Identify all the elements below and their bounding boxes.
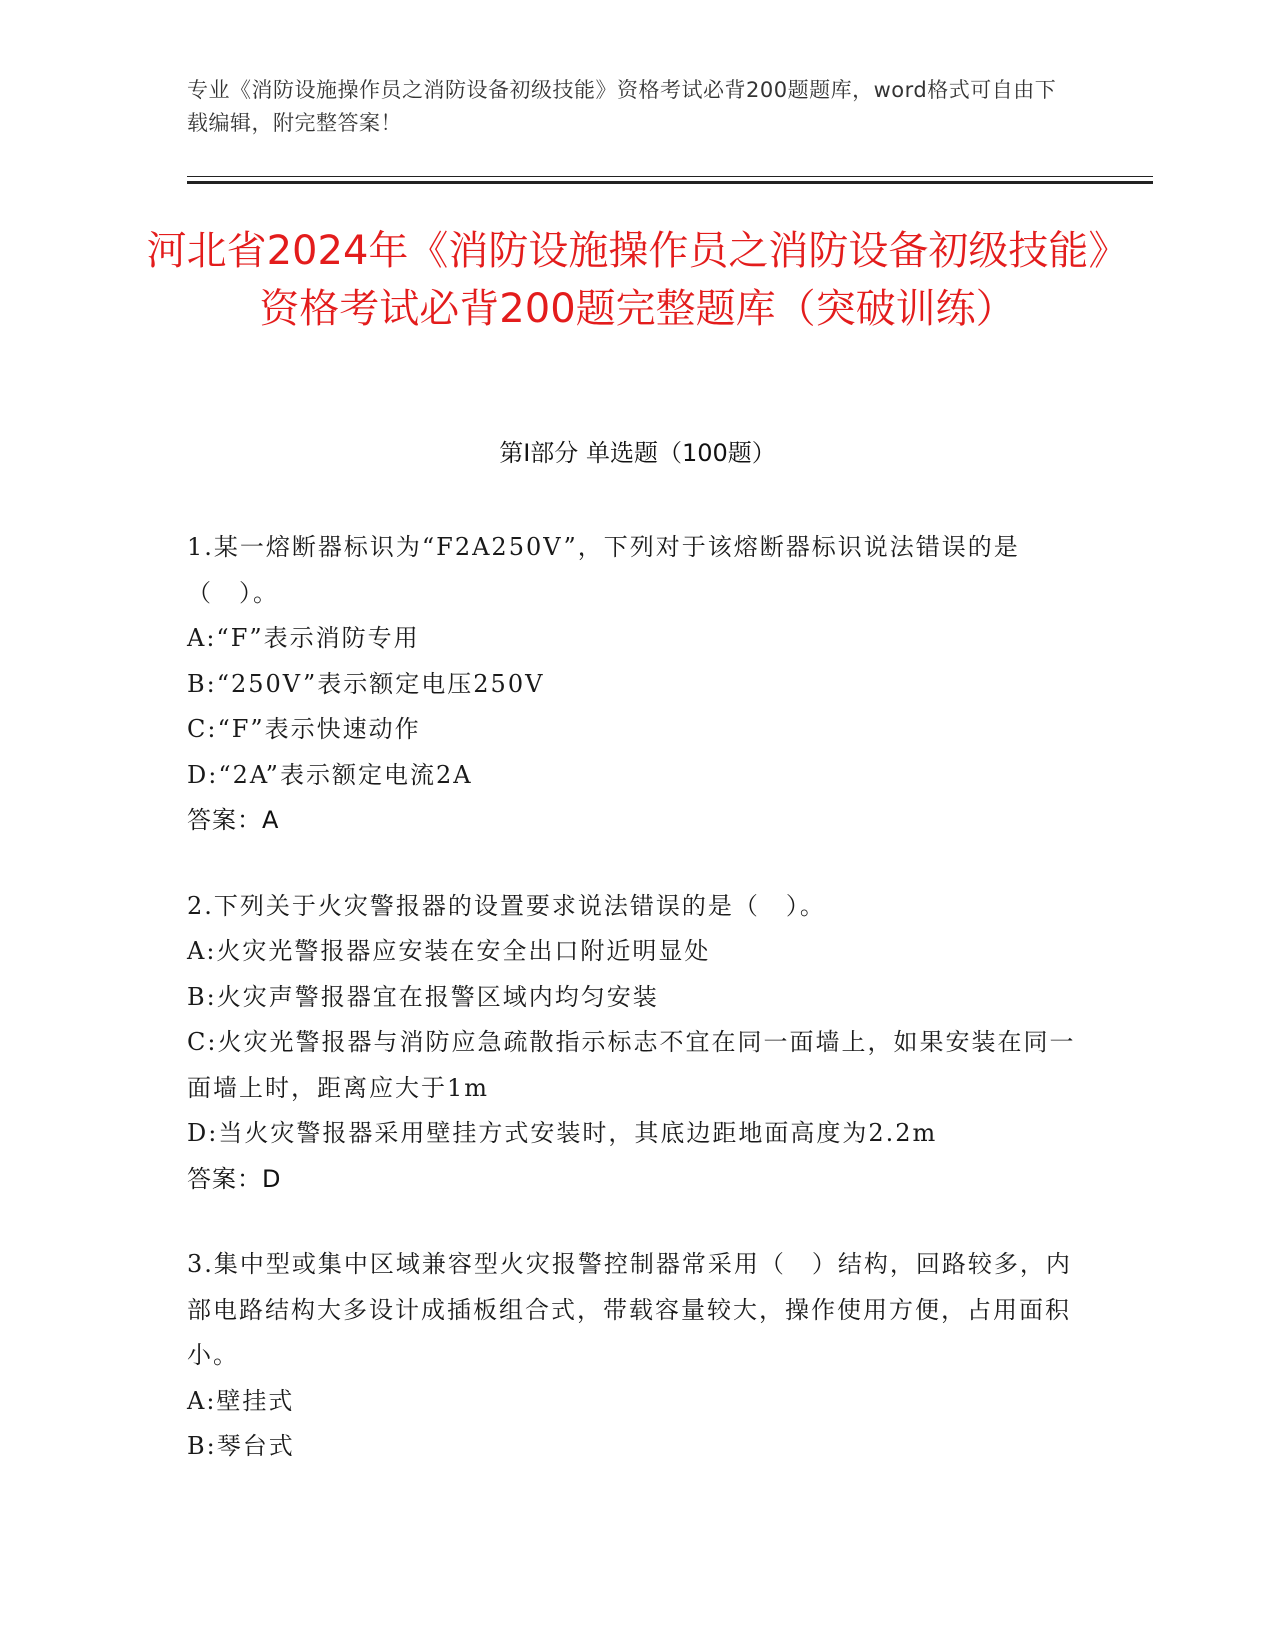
option-d: D:当火灾警报器采用壁挂方式安装时，其底边距地面高度为2.2m <box>187 1119 938 1147</box>
option-a: A:壁挂式 <box>187 1386 295 1415</box>
header-note: 专业《消防设施操作员之消防设备初级技能》资格考试必背200题题库，word格式可自由下载编辑，附完整答案！ <box>187 78 1057 135</box>
question-stem: 2.下列关于火灾警报器的设置要求说法错误的是（ ）。 <box>187 891 826 920</box>
option-b: B:琴台式 <box>187 1432 295 1460</box>
option-c: C:“F”表示快速动作 <box>187 715 421 743</box>
option-a: A:火灾光警报器应安装在安全出口附近明显处 <box>187 937 711 965</box>
header-divider-thick <box>187 181 1153 184</box>
option-d: D:“2A”表示额定电流2A <box>187 760 473 789</box>
question-2 <box>187 884 1077 1203</box>
section-title: 第Ⅰ部分 单选题（100题） <box>499 439 776 467</box>
option-c: C:火灾光警报器与消防应急疏散指示标志不宜在同一面墙上，如果安装在同一面墙上时，距离应大于1m <box>187 1028 1076 1102</box>
question-3 <box>187 1242 1077 1470</box>
answer-line: 答案：D <box>187 1164 282 1193</box>
question-1 <box>187 525 1077 844</box>
answer-line: 答案：A <box>187 806 280 834</box>
document-title: 河北省2024年《消防设施操作员之消防设备初级技能》资格考试必背200题完整题库（突破训练） <box>146 228 1129 332</box>
option-a: A:“F”表示消防专用 <box>187 624 420 652</box>
question-stem: 3.集中型或集中区域兼容型火灾报警控制器常采用（ ）结构，回路较多，内部电路结构大多设计成插板组合式，带载容量较大，操作使用方便，占用面积小。 <box>187 1250 1072 1369</box>
option-b: B:“250V”表示额定电压250V <box>187 669 545 698</box>
header-divider-thin <box>187 176 1153 177</box>
question-stem: 1.某一熔断器标识为“F2A250V”，下列对于该熔断器标识说法错误的是（ ）。 <box>187 533 1020 607</box>
option-b: B:火灾声警报器宜在报警区域内均匀安装 <box>187 982 659 1011</box>
question-list <box>187 525 1077 1510</box>
